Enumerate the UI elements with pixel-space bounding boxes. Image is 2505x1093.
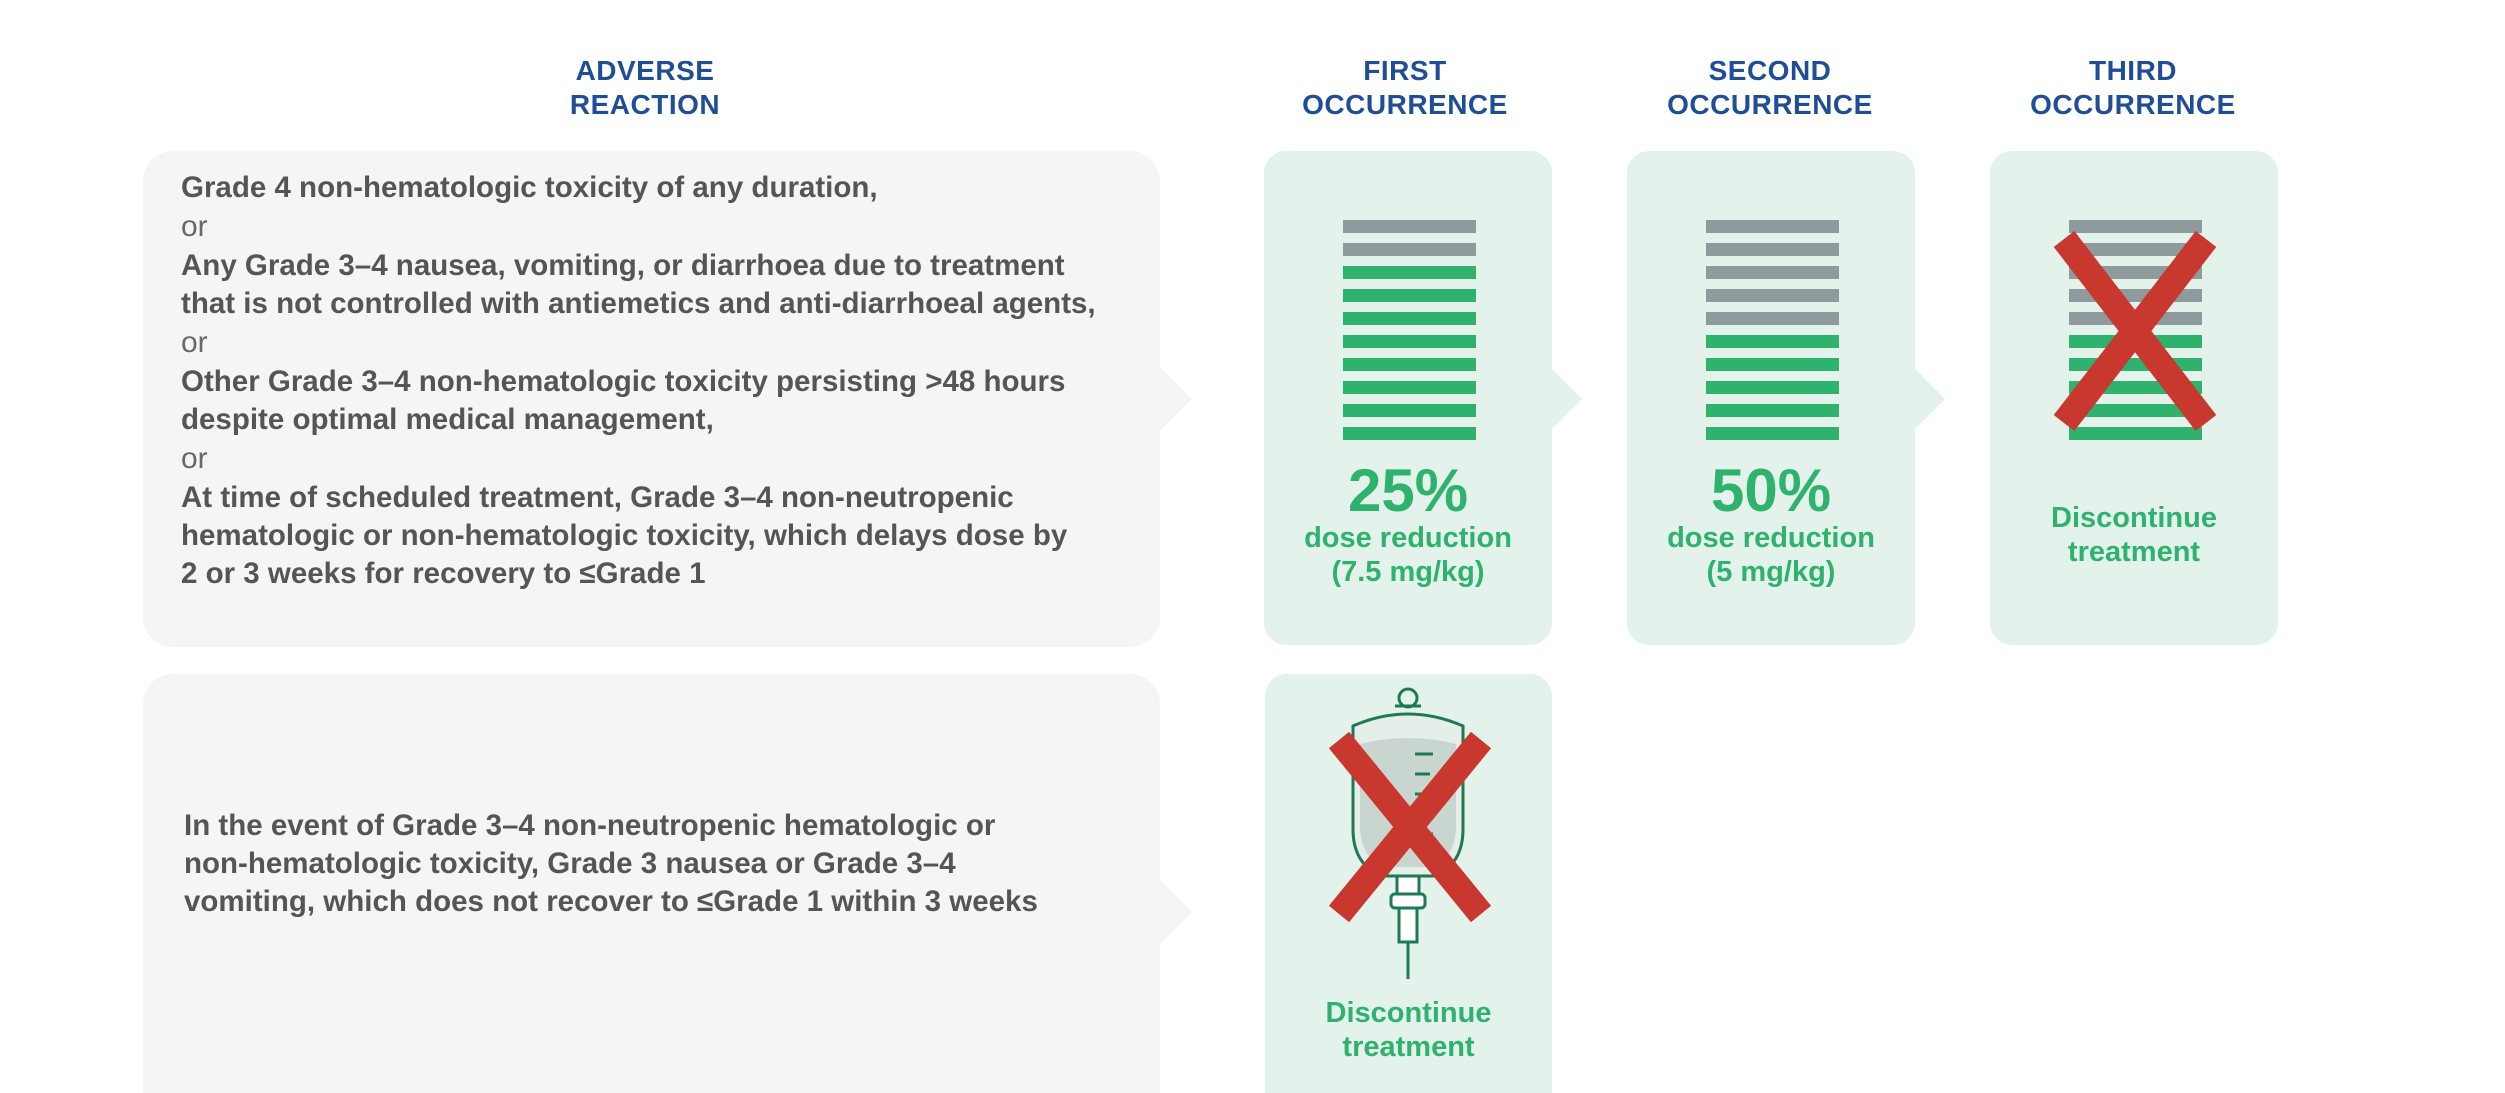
first-occurrence-arrow — [1552, 369, 1582, 429]
dose-bars-first — [1343, 220, 1476, 450]
second-dose-reduction-percent: 50% — [1710, 457, 1832, 524]
header-third-occurrence: THIRD OCCURRENCE — [2030, 55, 2236, 120]
row2-first-occurrence-card — [1265, 674, 1552, 1093]
dose-bar — [1343, 404, 1476, 417]
dose-bar — [1343, 358, 1476, 371]
dose-bar — [1706, 289, 1839, 302]
header-adverse-reaction: ADVERSE REACTION — [569, 55, 721, 120]
row1-condition-1: Grade 4 non-hematologic toxicity of any duration, — [181, 171, 878, 204]
row1-condition-4: At time of scheduled treatment, Grade 3–4 non-neutropenic hematologic or non-hematologic toxicity, which delays dose by 2 or 3 weeks for recovery to ≤Grade 1 — [181, 481, 1068, 590]
row2-condition-arrow — [1160, 880, 1192, 944]
dose-bar — [1706, 335, 1839, 348]
third-discontinue-label: Discontinue treatment — [2051, 502, 2217, 568]
row2-condition-card — [143, 674, 1160, 1093]
dose-bar — [1343, 312, 1476, 325]
crossed-bars-icon — [2050, 231, 2220, 431]
dose-bar — [1706, 266, 1839, 279]
dose-bar — [1343, 381, 1476, 394]
row1-condition-arrow — [1160, 367, 1192, 431]
row1-third-occurrence-card — [1990, 151, 2278, 645]
dose-bar — [1706, 404, 1839, 417]
second-occurrence-arrow — [1915, 369, 1945, 429]
row2-condition: In the event of Grade 3–4 non-neutropenic hematologic or non-hematologic toxicity, Grade 3 nausea or Grade 3–4 vomiting, which does not recover to ≤Grade 1 within 3 weeks — [184, 809, 1038, 918]
dose-bar — [1343, 243, 1476, 256]
second-dose-reduction-label: dose reduction (5 mg/kg) — [1667, 522, 1875, 588]
dose-bar — [1343, 427, 1476, 440]
iv-hanger — [1399, 689, 1417, 707]
or-separator: or — [181, 442, 208, 475]
first-dose-reduction-percent: 25% — [1347, 457, 1469, 524]
dose-bar — [1343, 289, 1476, 302]
row1-condition-card — [143, 151, 1160, 647]
row2-discontinue-label: Discontinue treatment — [1325, 997, 1492, 1063]
dose-bar — [1343, 220, 1476, 233]
dose-bar — [1343, 335, 1476, 348]
row1-first-occurrence-card — [1264, 151, 1552, 645]
dose-bars-second — [1706, 220, 1839, 450]
dose-bar — [1706, 312, 1839, 325]
dose-bar — [1706, 243, 1839, 256]
dose-bar — [1706, 427, 1839, 440]
crossed-iv-bag-icon — [1325, 732, 1495, 922]
first-dose-reduction-label: dose reduction (7.5 mg/kg) — [1304, 522, 1512, 588]
header-second-occurrence: SECOND OCCURRENCE — [1667, 55, 1873, 120]
row1-condition-2: Any Grade 3–4 nausea, vomiting, or diarrhoea due to treatment that is not controlled with antiemetics and anti-diarrhoeal agents, — [181, 249, 1096, 320]
dose-bar — [1706, 220, 1839, 233]
row1-condition-3: Other Grade 3–4 non-hematologic toxicity persisting >48 hours despite optimal medical management, — [181, 365, 1066, 436]
or-separator: or — [181, 210, 208, 243]
dose-bar — [1343, 266, 1476, 279]
dose-bar — [1706, 381, 1839, 394]
header-first-occurrence: FIRST OCCURRENCE — [1302, 55, 1508, 120]
or-separator: or — [181, 326, 208, 359]
dose-bar — [1706, 358, 1839, 371]
row1-second-occurrence-card — [1627, 151, 1915, 645]
